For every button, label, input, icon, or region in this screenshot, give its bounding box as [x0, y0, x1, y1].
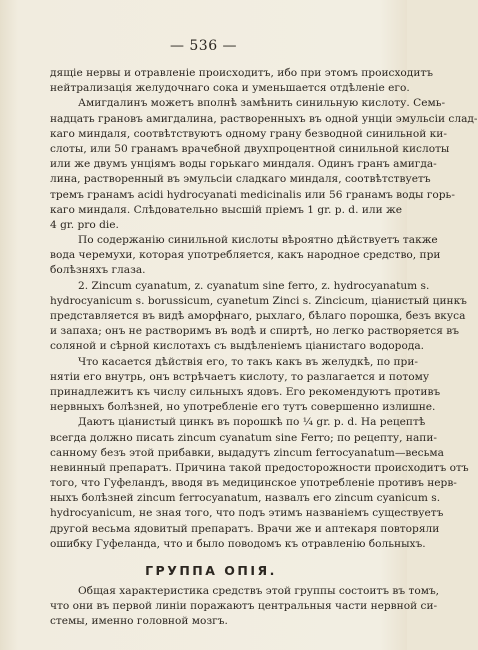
paragraph [50, 66, 433, 96]
paragraph [50, 233, 441, 279]
text-line: По содержанію синильной кислоты вѣроятно дѣйствуетъ также [78, 234, 438, 247]
text-line: ошибку Гуфеланда, что и было поводомъ къ отравленію больныхъ. [50, 537, 426, 550]
text-line: нейтрализація желудочнаго сока и уменьшается отдѣленіе его. [50, 82, 410, 95]
text-line: 4 gr. pro die. [50, 218, 119, 231]
paragraph [50, 355, 441, 416]
text-line: слоты, или 50 гранамъ врачебной двухпроцентной синильной кислоты [50, 142, 450, 155]
paragraph [50, 96, 478, 233]
page-number: — 536 — [169, 38, 238, 54]
text-line: Что касается дѣйствія его, то такъ какъ въ желудкѣ, по при- [78, 355, 418, 368]
text-line: лина, растворенный въ эмульсіи сладкаго миндаля, соотвѣтствуетъ [50, 173, 431, 186]
text-line: санному безъ этой прибавки, выдадутъ zincum ferrocyanatum—весьма [50, 446, 444, 459]
section-paragraph [50, 584, 440, 630]
text-line: всегда должно писать zincum cyanatum sine Ferro; по рецепту, напи- [50, 431, 437, 444]
text-line: надцать грановъ амигдалина, растворенныхъ въ одной унціи эмульсіи слад- [50, 112, 478, 125]
text-line: тремъ гранамъ acidi hydrocyanati medicinalis или 56 гранамъ воды горь- [50, 188, 455, 201]
text-line: hydrocyanicum, не зная того, что подъ этимъ названіемъ существуетъ [50, 507, 444, 520]
text-line: принадлежитъ къ числу сильныхъ ядовъ. Его рекомендуютъ противъ [50, 385, 441, 398]
text-line: болѣзняхъ глаза. [50, 264, 146, 277]
page-text [50, 66, 478, 630]
text-line: дящіе нервы и отравленіе происходитъ, ибо при этомъ происходитъ [50, 67, 433, 79]
text-line: каго миндаля, соотвѣтствуютъ одному грану безводной синильной ки- [50, 127, 447, 140]
paragraph [50, 279, 467, 355]
text-line: другой весьма ядовитый препаратъ. Врачи же и аптекаря повторяли [50, 522, 440, 535]
text-line: или же двумъ унціямъ воды горькаго миндаля. Одинъ гранъ амигда- [50, 158, 437, 171]
text-line: вода черемухи, которая употребляется, какъ народное средство, при [50, 249, 441, 262]
text-line: того, что Гуфеландъ, вводя въ медицинское употребленіе противъ нерв- [50, 477, 457, 490]
text-line: и запаха; онъ не растворимъ въ водѣ и спиртѣ, но легко растворяется въ [50, 325, 459, 338]
section-heading: ГРУППА ОПІЯ. [145, 563, 277, 578]
text-line: hydrocyanicum s. borussicum, cyanetum Zinci s. Zincicum, ціанистый цинкъ [50, 294, 467, 307]
text-line: соляной и сѣрной кислотахъ съ выдѣленіемъ ціанистаго водорода. [50, 340, 425, 353]
text-line: Амигдалинъ можетъ вполнѣ замѣнить синильную кислоту. Семь- [78, 97, 446, 110]
text-line: что они въ первой линіи поражаютъ центральныя части нервной си- [50, 600, 438, 613]
text-line: 2. Zincum cyanatum, z. cyanatum sine ferro, z. hydrocyanatum s. [78, 279, 430, 292]
paragraph [50, 415, 469, 552]
text-line: Даютъ ціанистый цинкъ въ порошкѣ по ¼ gr. p. d. На рецептѣ [78, 416, 426, 429]
text-line: стемы, именно головной мозгъ. [50, 615, 228, 628]
text-line: каго миндаля. Слѣдовательно высшій пріемъ 1 gr. p. d. или же [50, 203, 403, 216]
text-line: невинный препаратъ. Причина такой предосторожности происходитъ отъ [50, 461, 469, 474]
text-line: представляется въ видѣ аморфнаго, рыхлаго, бѣлаго порошка, безъ вкуса [50, 310, 466, 322]
text-line: Общая характеристика средствъ этой группы состоитъ въ томъ, [78, 585, 440, 597]
text-line: нервныхъ болѣзней, но употребленіе его тутъ совершенно излишне. [50, 401, 436, 414]
text-line: ныхъ болѣзней zincum ferrocyanatum, назвалъ его zincum cyanicum s. [50, 492, 441, 505]
text-line: нятіи его внутрь, онъ встрѣчаетъ кислоту, то разлагается и потому [50, 370, 430, 383]
